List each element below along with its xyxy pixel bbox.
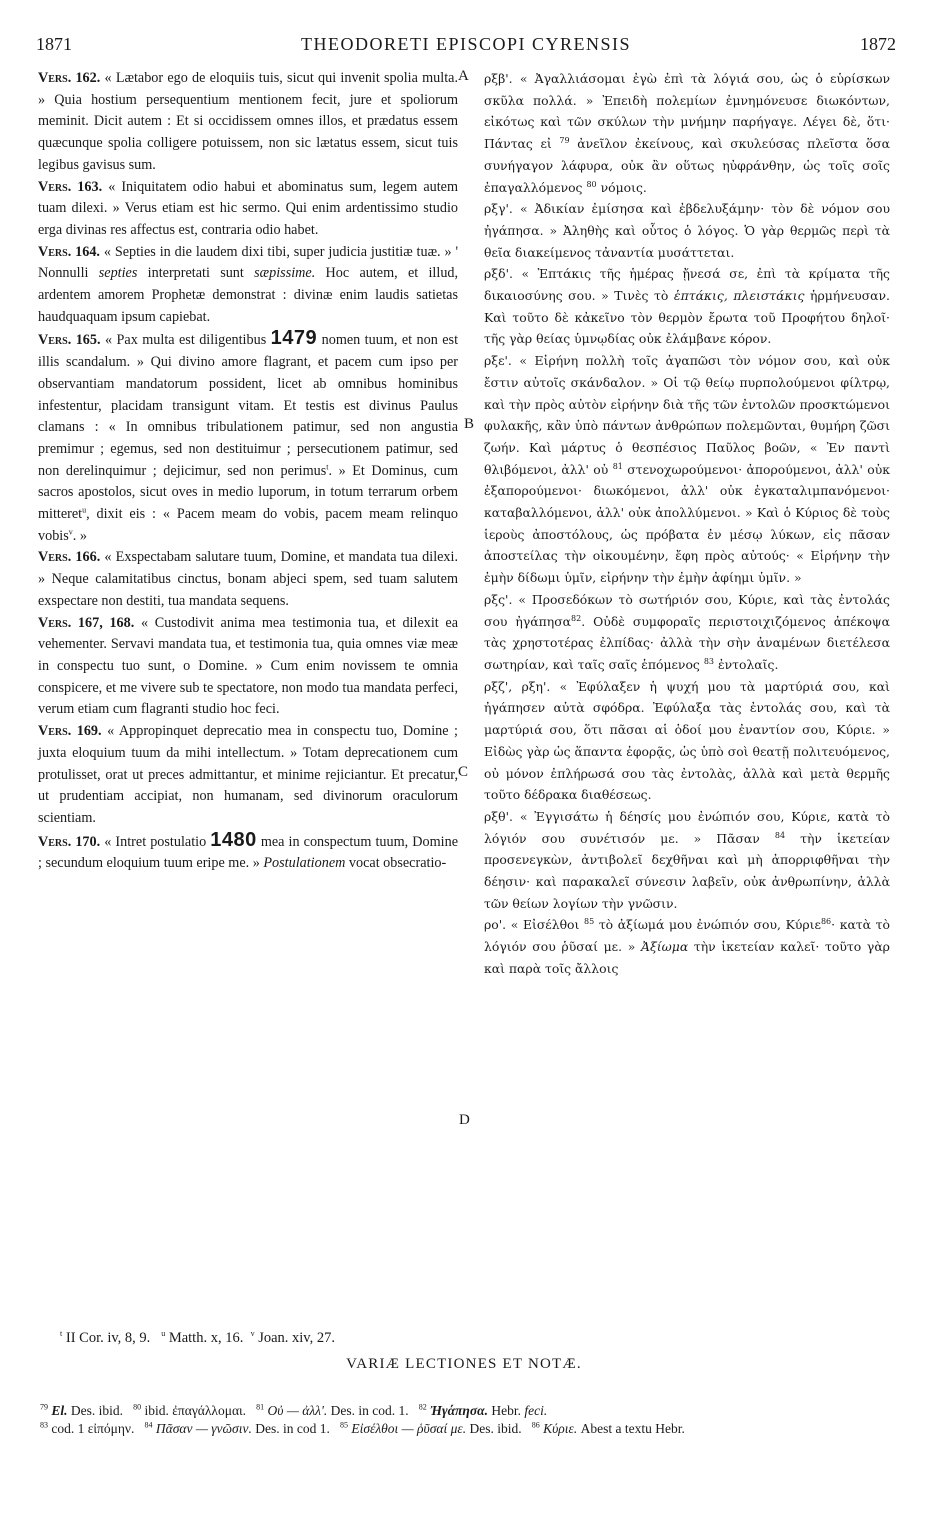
footnote-text: II Cor. iv, 8, 9. (65, 1330, 151, 1346)
verse-heading: Vers. 167, 168. (38, 614, 135, 631)
verse-162-latin (38, 68, 458, 177)
note-ref: 86 (820, 917, 832, 927)
verse-166-greek (484, 589, 890, 676)
note-ref: 80 (586, 179, 597, 189)
verse-text: τὴν ἱκετείαν καλεῖ· τοῦτο γὰρ καὶ παρὰ τοῖς ἄλλοις (484, 939, 890, 976)
verse-text: « Septies in die laudem dixi tibi, super judicia justitiæ tuæ. » ' Nonnulli (38, 243, 459, 282)
footnote-ref: u (82, 505, 87, 515)
verse-text: ἐντολαῖς. (717, 656, 779, 672)
note-lemma: Οὐ — ἀλλ'. (267, 1403, 328, 1418)
italic-term: ἑπτάκις, πλειστάκις (673, 288, 805, 304)
verse-text: « Ἑπτάκις τῆς ἡμέρας ᾔνεσά σε, ἐπὶ τὰ κρίματα τῆς δικαιοσύνης σου. » Τινὲς τὸ (484, 266, 890, 304)
verse-text: « Εἰρήνη πολλὴ τοῖς ἀγαπῶσι τὸν νόμον σου, καὶ οὐκ ἔστιν αὐτοῖς σκάνδαλον. » Οἱ τῷ θείῳ πυρπολούμενοι φίλτρῳ, καὶ τὴν πρὸς αὐτὸν εἰρήνην διὰ τῆς τῶν ἐντολῶν προσκτώμενοι φυλακῆς, κἂν ὑπὸ πάντων ἀνθρώπων πολεμῶνται, θυμήρη ζῶσι ζωήν. Καὶ μάρτυς ὁ θεσπέσιος Παῦλος βοῶν, « Ἐν παντὶ θλιβόμενοι, ἀλλ' οὐ (484, 353, 890, 477)
verse-text: τὴν ἱκετείαν προσενεγκὼν, ἀντιβολεῖ δεχθῆναι καὶ μὴ ἀπορριφθῆναι τὴν δέησιν· καὶ παρακαλεῖ σύνεσιν λαβεῖν, οὐκ ἀνθρωπίνην, ἀλλὰ τῶν θείων λογίων τὴν γνῶσιν. (484, 830, 890, 911)
verse-167-greek (484, 676, 890, 806)
verse-heading: Vers. 169. (38, 723, 102, 740)
scripture-footnotes (60, 1330, 335, 1347)
notes-heading: VARIÆ LECTIONES ET NOTÆ. (346, 1356, 582, 1372)
verse-text: « Appropinquet deprecatio mea in conspectu tuo, Domine ; juxta eloquium tuum da mihi intellectum. » Totam deprecationem cum protulisset, orat ut preces admittantur, et minime rejiciantur. Et precatur, ut prudentiam accipiat, non humanam, sed divinorum oraculorum scientiam. (38, 723, 458, 826)
footnote-text: Matth. x, 16. (168, 1330, 244, 1346)
verse-162-greek (484, 68, 890, 198)
latin-column (38, 68, 458, 875)
verse-heading: ρξθ'. (484, 808, 513, 824)
note-text: Des. ibid. (469, 1421, 522, 1436)
running-title: THEODORETI EPISCOPI CYRENSIS (300, 34, 632, 54)
note-lemma: El. (51, 1403, 68, 1418)
verse-text: « Custodivit anima mea testimonia tua, et dilexit ea vehementer. Servavi mandata tua, et testimonia tua, quia omnes viæ meæ in conspectu tuo sunt, o Domine. » Cum enim novissem te omnia conspicere, et me vivere sub te spectatore, non modo tua mandata perfeci, verum etiam cum flagranti studio hoc feci. (38, 614, 458, 718)
verse-164-greek (484, 263, 890, 350)
verse-170-latin (38, 830, 458, 875)
note-text: cod. 1 εἰπόμην. (51, 1421, 135, 1436)
note-lemma: Κύριε. (543, 1421, 578, 1436)
note-number: 84 (144, 1420, 153, 1430)
verse-text: « Ἐγγισάτω ἡ δέησίς μου ἐνώπιόν σου, Κύριε, κατὰ τὸ λόγιόν σου συνέτισόν με. » Πᾶσαν (484, 808, 890, 846)
note-ref: 84 (774, 830, 786, 840)
verse-170-greek (484, 914, 890, 979)
note-number: 79 (40, 1402, 48, 1412)
verse-text: nomen tuum, et non est illis scandalum. » Qui divino amore flagrant, et pacem cum ipso per observantiam mandatorum possident, licet ab omnibus hominibus infestentur, placidam transigunt vitam. Et testis est divinus Paulus clamans : « In omnibus tribulationem patimur, sed non angustia premimur ; egemus, sed non destituimur ; persecutionem patimur, sed non derelinquimur ; dejicimur, sed non perimus (38, 332, 459, 479)
footnote-mark: t (60, 1329, 63, 1339)
verse-text: ἡρμήνευσαν. Καὶ τοῦτο δὲ κἀκεῖνο τὸν θερμὸν ἔρωτα τοῦ Προφήτου δηλοῖ· τῆς γὰρ θείας ὑμνῳδίας οὐκ ἐλάμβανε κόρον. (484, 288, 890, 347)
verse-heading: ρξγ'. (484, 201, 513, 217)
italic-term: Ἀξίωμα (641, 939, 689, 955)
note-number: 85 (339, 1420, 348, 1430)
verse-text: « Ἀγαλλιάσομαι ἐγὼ ἐπὶ τὰ λόγιά σου, ὡς ὁ εὑρίσκων σκῦλα πολλά. » Ἐπειδὴ πολεμίων ἐμνημόνευσε διωκόντων, εἰκότως καὶ τῶν σκύλων τὴν μνήμην παρήγαγε. Λέγει δὲ, ὅτι· Πάντας εἰ (484, 71, 890, 152)
verse-text: στενοχωρούμενοι· ἀπορούμενοι, ἀλλ' οὐκ ἐξαπορούμενοι· διωκόμενοι, ἀλλ' οὐκ ἐγκαταλιμπανόμενοι· καταβαλλόμενοι, ἀλλ' οὐκ ἀπολλύμενοι. » Καὶ ὁ Κύριος δὲ τοὺς ἱεροὺς ἀποστόλους, ὡς πρόβατα ἐν μέσῳ λύκων, εἰς πᾶσαν ἀποστείλας τὴν οἰκουμένην, ἔφη πρὸς αὐτούς· « Εἰρήνην τὴν ἐμὴν δίδωμι ὑμῖν, εἰρήνην τὴν ἐμὴν ἀφίημι ὑμῖν. » (484, 461, 890, 586)
verse-heading: ρξδ'. (484, 266, 513, 282)
greek-column (484, 68, 890, 980)
note-number: 82 (418, 1402, 427, 1412)
verse-text: « Εἰσέλθοι (510, 917, 580, 933)
italic-term: septies (98, 265, 138, 282)
verse-text: Hoc autem, et illud, ardentem amorem Prophetæ demonstrat : divinæ enim laudis satietas haudquaquam ipsum capiebat. (38, 265, 459, 325)
verse-text: interpretati sunt (147, 265, 244, 282)
footnote-text: Joan. xiv, 27. (258, 1330, 335, 1346)
footnote-ref: v (68, 527, 73, 537)
verse-heading: Vers. 170. (38, 833, 101, 850)
verse-text: τὸ ἀξίωμά μου ἐνώπιόν σου, Κύριε (598, 917, 821, 933)
verse-heading: Vers. 164. (38, 243, 100, 260)
verse-text: · κατὰ τὸ λόγιόν σου ῥῦσαί με. » (484, 917, 890, 955)
footnote-mark: u (161, 1329, 166, 1339)
verse-text: νόμοις. (600, 179, 647, 195)
verse-169-latin (38, 721, 458, 830)
verse-167-latin (38, 613, 458, 722)
note-ref: 81 (612, 461, 623, 471)
note-lemma: feci. (524, 1403, 548, 1418)
note-ref: 85 (584, 917, 595, 927)
margin-letter-c: C (458, 764, 469, 780)
verse-text: « Ἐφύλαξεν ἡ ψυχή μου τὰ μαρτύριά σου, καὶ ἠγάπησεν αὐτὰ σφόδρα. Ἐφύλαξα τὰς ἐντολάς σου, καὶ τὰ μαρτύριά σου, ὅτι πᾶσαι αἱ ὁδοί μου ἐναντίον σου, Κύριε. » Εἰδὼς γὰρ ὡς ἅπαντα ἐφορᾷς, ὡς ὑπὸ σοὶ θεατῇ πολιτευόμενος, οὐ μόνον ἐπλήρωσά σου τὰς ἐντολὰς, ἀλλὰ καὶ μετὰ θερμῆς τοῦτο δέδρακα διαθέσεως. (484, 678, 890, 803)
verse-heading: Vers. 162. (38, 70, 101, 86)
column-number: 1480 (210, 828, 257, 851)
verse-text: . » (72, 527, 87, 544)
verse-163-latin (38, 177, 458, 242)
verse-165-latin (38, 328, 458, 547)
verse-164-latin (38, 242, 458, 329)
column-number: 1479 (270, 327, 318, 350)
note-text: Des. in cod. 1. (330, 1403, 409, 1418)
note-lemma: Ἠγάπησα. (430, 1403, 488, 1418)
footnote-mark: v (250, 1329, 255, 1339)
page-number-left: 1871 (36, 34, 72, 54)
verse-text: ἀνεῖλον ἐκείνους, καὶ σκυλεύσας πλεῖστα ὅσα συνήγαγον λάφυρα, οὐκ ἂν οὕτως ηὐφράνθην, ὡς τοῖς σοῖς ἐπαγαλλόμενος (484, 136, 890, 195)
note-number: 83 (40, 1420, 48, 1430)
verse-169-greek (484, 806, 890, 915)
verse-heading: Vers. 163. (38, 178, 103, 195)
italic-term: sæpissime. (254, 265, 316, 282)
page-header (36, 34, 896, 58)
note-ref: 82 (571, 613, 582, 623)
verse-text: mea in conspectum tuum, Domine ; secundum eloquium tuum eripe me. » (38, 833, 458, 872)
margin-letter-d: D (459, 1112, 470, 1128)
verse-text: « Exspectabam salutare tuum, Domine, et mandata tua dilexi. » Neque calamitatibus cinctus, bonam abjeci spem, sed tuam salutem exspectare non destiti, tua mandata sequens. (38, 549, 459, 609)
verse-text: « Pax multa est diligentibus (104, 332, 267, 349)
note-text: Des. ibid. (70, 1403, 124, 1418)
note-number: 80 (133, 1402, 142, 1412)
verse-163-greek (484, 198, 890, 263)
page-number-right: 1872 (860, 34, 896, 54)
verse-166-latin (38, 547, 458, 612)
verse-text: « Iniquitatem odio habui et abominatus sum, legem autem tuam dilexi. » Verus etiam est hic sermo. Qui enim ardentissimo studio erga divinas res affectus est, contraria odio habet. (38, 178, 459, 238)
note-number: 86 (531, 1420, 540, 1430)
variant-readings (40, 1402, 892, 1438)
verse-text: « Προσεδόκων τὸ σωτήριόν σου, Κύριε, καὶ τὰς ἐντολάς σου ἠγάπησα (484, 591, 890, 629)
verse-text: « Ἀδικίαν ἐμίσησα καὶ ἐβδελυξάμην· τὸν δὲ νόμον σου ἠγάπησα. » Ἀληθὴς καὶ οὗτος ὁ λόγος. Ὁ γὰρ θερμῶς περὶ τὰ θεῖα διακείμενος τἀναντία μυσάττεται. (484, 201, 890, 260)
verse-heading: ρξζ', ρξη'. (484, 678, 551, 694)
margin-letter-a: A (458, 68, 469, 84)
verse-text: vocat obsecratio- (348, 855, 447, 872)
verse-165-greek (484, 350, 890, 589)
margin-letter-b: B (464, 416, 475, 432)
verse-text: . Οὐδὲ συμφοραῖς περιστοιχιζόμενος ἀπέκοψα τὰς χρηστοτέρας ἐλπίδας· ἀλλὰ τὴν σὴν ἀναμένων διετέλεσα σωτηρίαν, καὶ ταῖς σαῖς ἑπόμενος (484, 613, 891, 672)
verse-text: , dixit eis : « Pacem meam do vobis, pacem meam relinquo vobis (38, 506, 458, 544)
note-ref: 83 (703, 656, 714, 666)
verse-text: . » Et Dominus, cum sacros apostolos, sicut oves in medio luporum, in totum terrarum orbem mitteret (38, 462, 459, 523)
note-text: Abest a textu Hebr. (580, 1421, 685, 1436)
note-number: 81 (256, 1402, 265, 1412)
note-text: Des. in cod 1. (255, 1421, 330, 1436)
italic-term: Postulationem (263, 855, 346, 872)
verse-heading: ρξβ'. (484, 71, 513, 86)
note-lemma: Πᾶσαν — γνῶσιν. (155, 1421, 252, 1436)
note-ref: 79 (559, 135, 570, 145)
verse-heading: ρξε'. (484, 353, 512, 369)
verse-heading: ρο'. (484, 917, 507, 933)
verse-text: « Lætabor ego de eloquiis tuis, sicut qui invenit spolia multa. » Quia hostium persequentium mentionem fecit, jure et spoliorum meminit. Dicit autem : Et si occidissem omnes illos, et prædatus essem quæcunque spolia colligere potuissem, non sic lætatus essem, sicut tuis legibus gavisus sum. (38, 70, 458, 173)
verse-heading: Vers. 166. (38, 549, 101, 566)
footnote-ref: t (326, 461, 329, 471)
note-lemma: Εἰσέλθοι — ῥῦσαί με. (351, 1421, 467, 1436)
note-text: ibid. ἐπαγάλλομαι. (144, 1403, 247, 1418)
verse-heading: Vers. 165. (38, 332, 101, 349)
verse-heading: ρξς'. (484, 591, 513, 607)
note-text: Hebr. (491, 1403, 521, 1418)
verse-text: « Intret postulatio (104, 833, 207, 850)
